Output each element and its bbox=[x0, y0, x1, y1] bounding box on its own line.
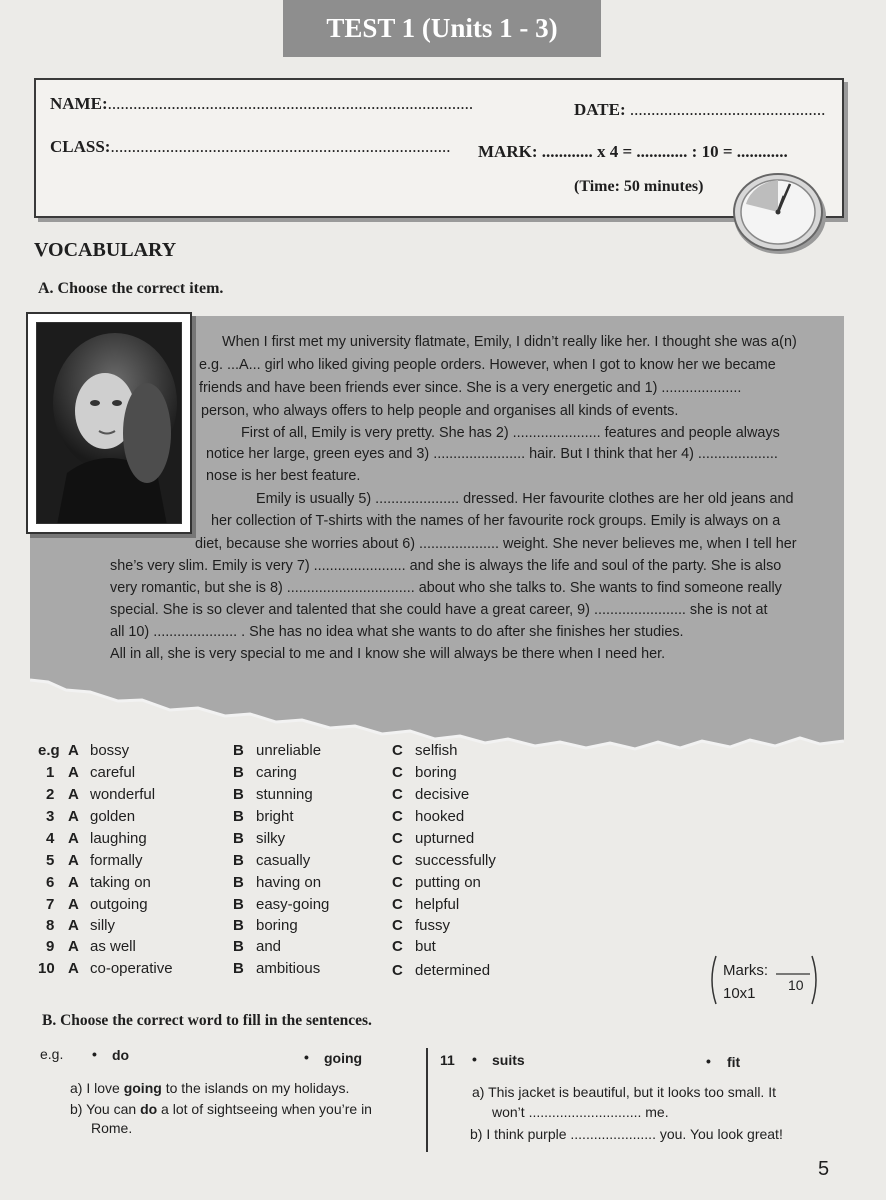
passage-line: all 10) ..................... . She has no idea what she wants to do after she finishes her studies. bbox=[110, 624, 684, 640]
passage-line: When I first met my university flatmate, Emily, I didn’t really like her. I thought she was a(n) bbox=[222, 334, 797, 350]
option-letter-b: B bbox=[233, 742, 244, 759]
option-letter-c: C bbox=[392, 764, 403, 781]
example-sentence-b: b) You can do a lot of sightseeing when you’re in bbox=[70, 1101, 372, 1117]
question-sentence-a: a) This jacket is beautiful, but it looks too small. It bbox=[472, 1084, 776, 1100]
option-c[interactable]: fussy bbox=[415, 917, 451, 934]
option-b[interactable]: stunning bbox=[256, 786, 313, 803]
date-label: DATE: bbox=[574, 100, 626, 119]
question-sentence-b[interactable]: b) I think purple ...................... you. You look great! bbox=[470, 1126, 783, 1142]
test-title: TEST 1 (Units 1 - 3) bbox=[283, 0, 601, 57]
option-c[interactable]: boring bbox=[415, 764, 457, 781]
marks-multiplier: 10x1 bbox=[723, 985, 756, 1002]
name-dots: ...................................................................................... bbox=[107, 94, 474, 113]
example-sentence-b-cont: Rome. bbox=[91, 1120, 133, 1136]
option-letter-b: B bbox=[233, 896, 244, 913]
option-letter-b: B bbox=[233, 808, 244, 825]
marks-box bbox=[708, 954, 820, 1006]
option-number: 4 bbox=[46, 830, 55, 847]
option-letter-c: C bbox=[392, 917, 403, 934]
option-a[interactable]: golden bbox=[90, 808, 136, 825]
passage-line: friends and have been friends ever since. She is a very energetic and 1) .................... bbox=[199, 380, 742, 396]
option-letter-a: A bbox=[68, 938, 79, 955]
option-a[interactable]: outgoing bbox=[90, 896, 148, 913]
option-c[interactable]: successfully bbox=[415, 852, 496, 869]
class-dots: ................................................................................ bbox=[110, 137, 451, 156]
option-letter-b: B bbox=[233, 938, 244, 955]
option-letter-c: C bbox=[392, 962, 403, 979]
option-letter-c: C bbox=[392, 786, 403, 803]
option-letter-b: B bbox=[233, 960, 244, 977]
option-c[interactable]: putting on bbox=[415, 874, 481, 891]
option-b[interactable]: caring bbox=[256, 764, 297, 781]
option-b[interactable]: bright bbox=[256, 808, 294, 825]
date-line bbox=[574, 100, 825, 120]
passage-line: her collection of T-shirts with the names of her favourite rock groups. Emily is always on a bbox=[211, 513, 781, 529]
option-a[interactable]: formally bbox=[90, 852, 143, 869]
option-b[interactable]: silky bbox=[256, 830, 286, 847]
option-letter-a: A bbox=[68, 786, 79, 803]
option-letter-a: A bbox=[68, 960, 79, 977]
option-number: 8 bbox=[46, 917, 55, 934]
date-dots: .............................................. bbox=[629, 100, 826, 119]
option-c[interactable]: determined bbox=[415, 962, 491, 979]
option-c[interactable]: hooked bbox=[415, 808, 465, 825]
option-letter-a: A bbox=[68, 830, 79, 847]
option-number: 3 bbox=[46, 808, 55, 825]
name-line bbox=[50, 94, 473, 114]
option-number: 2 bbox=[46, 786, 55, 803]
option-letter-a: A bbox=[68, 874, 79, 891]
name-label: NAME: bbox=[50, 94, 108, 113]
option-letter-c: C bbox=[392, 874, 403, 891]
option-letter-b: B bbox=[233, 852, 244, 869]
page-number: 5 bbox=[818, 1158, 830, 1180]
option-b[interactable]: casually bbox=[256, 852, 311, 869]
passage-line: notice her large, green eyes and 3) ....................... hair. But I think that her 4) .................... bbox=[206, 446, 778, 462]
option-b[interactable]: boring bbox=[256, 917, 298, 934]
girl-portrait-photo bbox=[36, 322, 182, 524]
option-c[interactable]: helpful bbox=[415, 896, 460, 913]
option-number: 1 bbox=[46, 764, 55, 781]
question-sentence-a-blank[interactable]: won’t ............................. me. bbox=[492, 1104, 669, 1120]
passage-line: diet, because she worries about 6) .................... weight. She never believes me, when I tell her bbox=[195, 536, 797, 552]
section-a-instruction: A. Choose the correct item. bbox=[38, 280, 224, 297]
option-letter-b: B bbox=[233, 917, 244, 934]
student-info-box bbox=[34, 78, 844, 218]
option-letter-c: C bbox=[392, 830, 403, 847]
section-b-instruction: B. Choose the correct word to fill in the sentences. bbox=[42, 1012, 372, 1029]
clock-icon bbox=[728, 168, 830, 256]
option-letter-a: A bbox=[68, 896, 79, 913]
option-a[interactable]: taking on bbox=[90, 874, 151, 891]
marks-total: 10 bbox=[788, 977, 804, 993]
option-letter-b: B bbox=[233, 830, 244, 847]
photo-frame bbox=[26, 312, 192, 534]
option-b[interactable]: easy-going bbox=[256, 896, 330, 913]
bullet-icon: • bbox=[706, 1053, 711, 1069]
bullet-icon: • bbox=[472, 1051, 477, 1067]
option-a[interactable]: careful bbox=[90, 764, 136, 781]
option-a[interactable]: laughing bbox=[90, 830, 147, 847]
option-letter-a: A bbox=[68, 852, 79, 869]
bullet-icon: • bbox=[304, 1049, 309, 1065]
passage-line: First of all, Emily is very pretty. She has 2) ...................... features and people always bbox=[241, 425, 780, 441]
option-letter-c: C bbox=[392, 808, 403, 825]
question-number: 11 bbox=[440, 1052, 455, 1068]
option-b[interactable]: unreliable bbox=[256, 742, 322, 759]
option-letter-c: C bbox=[392, 852, 403, 869]
option-a[interactable]: bossy bbox=[90, 742, 130, 759]
option-letter-c: C bbox=[392, 742, 403, 759]
example-label: e.g. bbox=[40, 1046, 64, 1062]
option-letter-a: A bbox=[68, 808, 79, 825]
option-letter-a: A bbox=[68, 742, 79, 759]
option-a[interactable]: as well bbox=[90, 938, 136, 955]
option-letter-c: C bbox=[392, 896, 403, 913]
passage-line: nose is her best feature. bbox=[206, 468, 361, 484]
mark-line bbox=[478, 142, 788, 162]
option-a[interactable]: wonderful bbox=[90, 786, 156, 803]
question-word-2: fit bbox=[727, 1054, 741, 1070]
option-number: 5 bbox=[46, 852, 55, 869]
option-b[interactable]: ambitious bbox=[256, 960, 321, 977]
option-number: 6 bbox=[46, 874, 55, 891]
example-sentence-a: a) I love going to the islands on my holidays. bbox=[70, 1080, 350, 1096]
option-a[interactable]: silly bbox=[90, 917, 115, 934]
option-number: 10 bbox=[38, 960, 55, 977]
marks-label: Marks: bbox=[723, 962, 768, 979]
option-c[interactable]: but bbox=[415, 938, 436, 955]
mark-label: MARK: bbox=[478, 142, 538, 161]
example-word-1: do bbox=[112, 1047, 130, 1063]
option-a[interactable]: co-operative bbox=[90, 960, 173, 977]
time-limit: (Time: 50 minutes) bbox=[574, 178, 704, 195]
option-c[interactable]: upturned bbox=[415, 830, 475, 847]
option-c[interactable]: decisive bbox=[415, 786, 470, 803]
vocabulary-heading: VOCABULARY bbox=[34, 239, 177, 261]
option-letter-a: A bbox=[68, 917, 79, 934]
passage-line: e.g. ...A... girl who liked giving people orders. However, when I got to know her we became bbox=[199, 357, 776, 373]
passage-line: person, who always offers to help people and organises all kinds of events. bbox=[201, 403, 679, 419]
example-word-2: going bbox=[324, 1050, 363, 1066]
passage-line: she’s very slim. Emily is very 7) ....................... and she is always the life and soul of the party. She is also bbox=[110, 558, 782, 574]
option-c[interactable]: selfish bbox=[415, 742, 458, 759]
option-letter-a: A bbox=[68, 764, 79, 781]
column-divider bbox=[426, 1048, 428, 1152]
mark-formula: ............ x 4 = ............ : 10 = ............ bbox=[541, 142, 788, 161]
passage-line: All in all, she is very special to me and I know she will always be there when I need her. bbox=[110, 646, 666, 662]
question-word-1: suits bbox=[492, 1052, 525, 1068]
passage-line: very romantic, but she is 8) ................................ about who she talks to. She wants to find someone really bbox=[110, 580, 782, 596]
option-number: 9 bbox=[46, 938, 55, 955]
option-letter-b: B bbox=[233, 786, 244, 803]
option-b[interactable]: having on bbox=[256, 874, 322, 891]
passage-line: special. She is so clever and talented that she could have a great career, 9) ....................... she is not at bbox=[110, 602, 768, 618]
bullet-icon: • bbox=[92, 1046, 97, 1062]
option-letter-b: B bbox=[233, 764, 244, 781]
option-number: 7 bbox=[46, 896, 55, 913]
passage-line: Emily is usually 5) ..................... dressed. Her favourite clothes are her old jeans and bbox=[256, 491, 794, 507]
option-b[interactable]: and bbox=[256, 938, 282, 955]
option-letter-b: B bbox=[233, 874, 244, 891]
option-number: e.g bbox=[38, 742, 60, 759]
class-label: CLASS: bbox=[50, 137, 111, 156]
option-letter-c: C bbox=[392, 938, 403, 955]
class-line bbox=[50, 137, 450, 157]
